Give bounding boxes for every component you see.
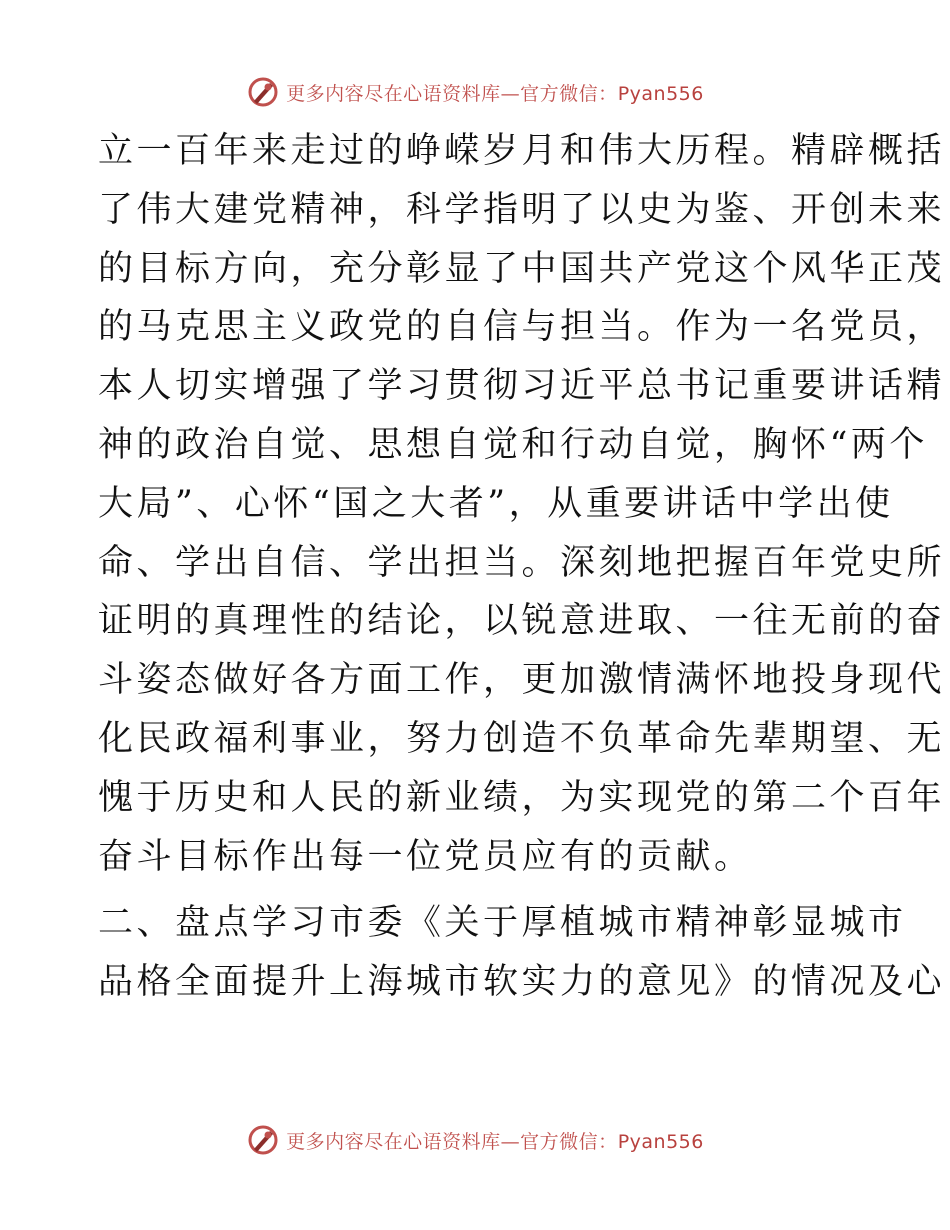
header-watermark [0, 72, 950, 112]
body-line: 立一百年来走过的峥嵘岁月和伟大历程。精辟概括 [98, 131, 946, 171]
body-line: 命、学出自信、学出担当。深刻地把握百年党史所 [98, 542, 946, 583]
body-line: 了伟大建党精神，科学指明了以史为鉴、开创未来 [98, 189, 946, 230]
body-line: 大局”、心怀“国之大者”，从重要讲话中学出使 [98, 483, 894, 524]
watermark-main: 更多内容尽在心语资料库 [286, 1130, 501, 1153]
body-line: 本人切实增强了学习贯彻习近平总书记重要讲话精 [98, 366, 946, 407]
watermark-text [286, 1127, 704, 1154]
footer-watermark [0, 1120, 950, 1160]
section-heading-line: 二、盘点学习市委《关于厚植城市精神彰显城市 [98, 903, 907, 944]
body-line: 愧于历史和人民的新业绩，为实现党的第二个百年 [98, 777, 946, 818]
brush-logo-icon [246, 1123, 280, 1157]
body-line: 的目标方向，充分彰显了中国共产党这个风华正茂 [98, 248, 946, 289]
body-line: 的马克思主义政党的自信与担当。作为一名党员， [98, 307, 946, 348]
watermark-wechat-id: Pyan556 [617, 82, 704, 105]
body-line: 化民政福利事业，努力创造不负革命先辈期望、无 [98, 718, 946, 759]
watermark-official: 官方微信： [520, 1130, 618, 1153]
body-line: 神的政治自觉、思想自觉和行动自觉，胸怀“两个 [98, 424, 928, 465]
watermark-main: 更多内容尽在心语资料库 [286, 82, 501, 105]
watermark-separator: — [500, 1130, 521, 1153]
document-body [98, 122, 946, 1012]
watermark-official: 官方微信： [520, 82, 618, 105]
section-heading-line: 品格全面提升上海城市软实力的意见》的情况及心 [98, 962, 946, 1003]
body-line: 斗姿态做好各方面工作，更加激情满怀地投身现代 [98, 660, 946, 701]
body-line: 奋斗目标作出每一位党员应有的贡献。 [98, 836, 753, 877]
watermark-separator: — [500, 82, 521, 105]
watermark-text [286, 79, 704, 106]
watermark-wechat-id: Pyan556 [617, 1130, 704, 1153]
body-line: 证明的真理性的结论，以锐意进取、一往无前的奋 [98, 601, 946, 642]
brush-logo-icon [246, 75, 280, 109]
